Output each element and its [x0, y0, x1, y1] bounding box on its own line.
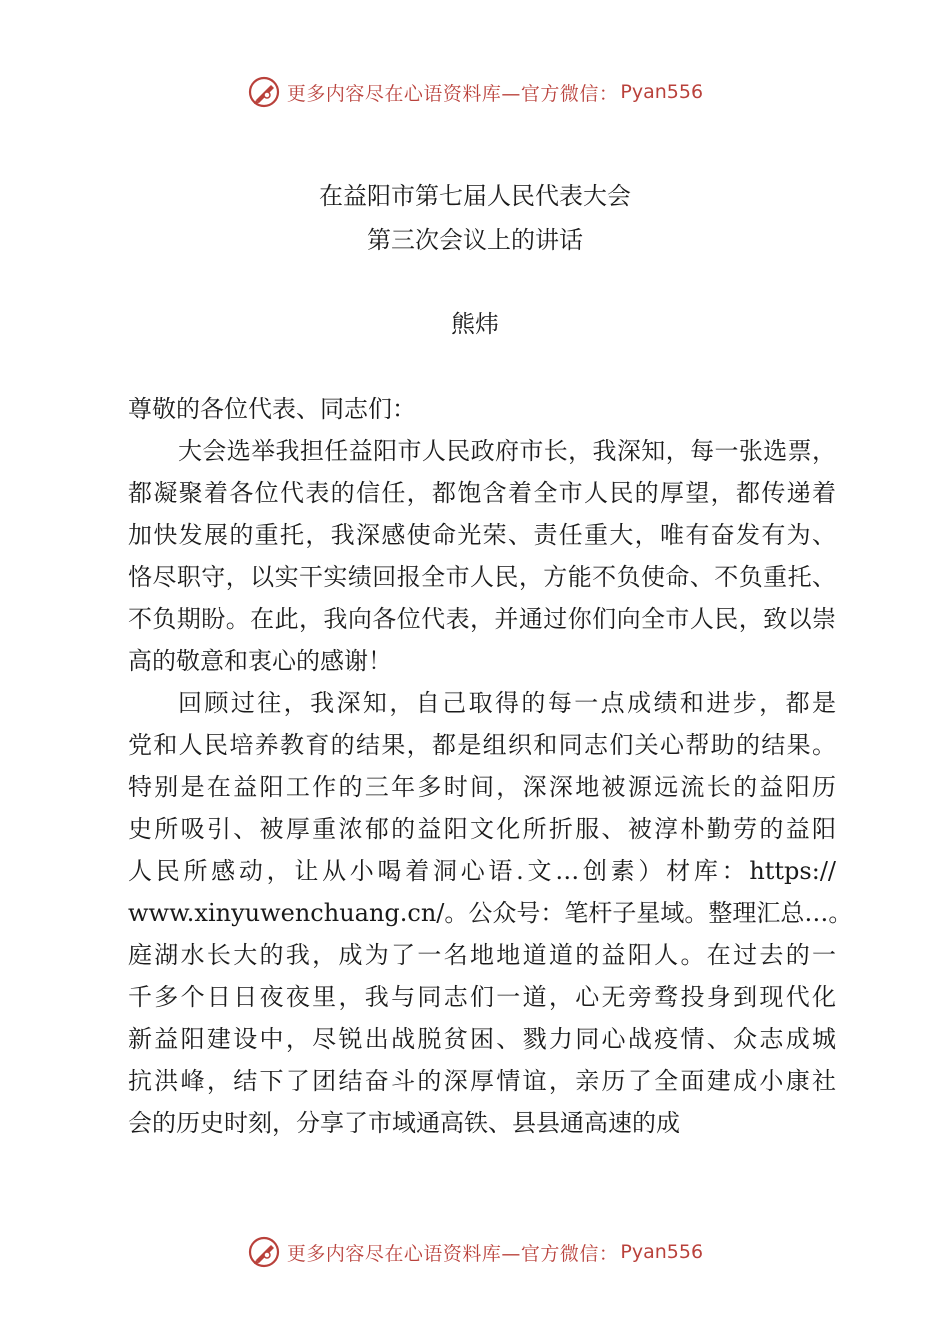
paragraph-1: [128, 430, 836, 682]
text-line: 高的敬意和衷心的感谢！: [128, 647, 392, 675]
watermark-text: 更多内容尽在心语资料库—官方微信：: [286, 1242, 619, 1265]
text-line: 回顾过往，我深知，自己取得的每一点成绩和进步，都是: [178, 689, 836, 717]
text-line: 庭湖水长大的我，成为了一名地地道道的益阳人。在过去的一: [128, 941, 836, 969]
text-line: 加快发展的重托，我深感使命光荣、责任重大，唯有奋发有为、: [128, 521, 836, 549]
text-line: 人民所感动，让从小喝着洞心语.文…创素）材库：https://: [128, 857, 836, 885]
watermark-text: 更多内容尽在心语资料库—官方微信：: [286, 82, 619, 105]
text-line: 史所吸引、被厚重浓郁的益阳文化所折服、被淳朴勤劳的益阳: [128, 815, 836, 843]
text-line: 恪尽职守，以实干实绩回报全市人民，方能不负使命、不负重托、: [128, 563, 836, 591]
text-line: 会的历史时刻，分享了市域通高铁、县县通高速的成: [128, 1109, 680, 1137]
text-line: www.xinyuwenchuang.cn/。公众号：笔杆子星域。整理汇总…。: [128, 899, 853, 927]
pen-logo-icon: [247, 75, 281, 109]
header-watermark: [0, 72, 950, 112]
watermark-wechat-id: Pyan556: [620, 81, 704, 103]
text-line: 特别是在益阳工作的三年多时间，深深地被源远流长的益阳历: [128, 773, 836, 801]
speech-title-line-2: 第三次会议上的讲话: [367, 226, 583, 254]
text-line: 都凝聚着各位代表的信任，都饱含着全市人民的厚望，都传递着: [128, 479, 836, 507]
text-line: 抗洪峰，结下了团结奋斗的深厚情谊，亲历了全面建成小康社: [128, 1067, 836, 1095]
watermark-wechat-id: Pyan556: [620, 1241, 704, 1263]
speech-body: [128, 388, 853, 1144]
text-line: 新益阳建设中，尽锐出战脱贫困、戮力同心战疫情、众志成城: [128, 1025, 836, 1053]
text-line: 不负期盼。在此，我向各位代表，并通过你们向全市人民，致以崇: [128, 605, 836, 633]
footer-watermark: [0, 1232, 950, 1272]
text-line: 大会选举我担任益阳市人民政府市长，我深知，每一张选票，: [178, 437, 836, 465]
speaker-name: 熊炜: [451, 310, 499, 338]
text-line: 千多个日日夜夜里，我与同志们一道，心无旁骛投身到现代化: [128, 983, 836, 1011]
text-line: 党和人民培养教育的结果，都是组织和同志们关心帮助的结果。: [128, 731, 836, 759]
pen-logo-icon: [247, 1235, 281, 1269]
salutation: 尊敬的各位代表、同志们：: [128, 395, 416, 423]
speech-title-line-1: 在益阳市第七届人民代表大会: [319, 182, 631, 210]
paragraph-2: [128, 682, 853, 1144]
